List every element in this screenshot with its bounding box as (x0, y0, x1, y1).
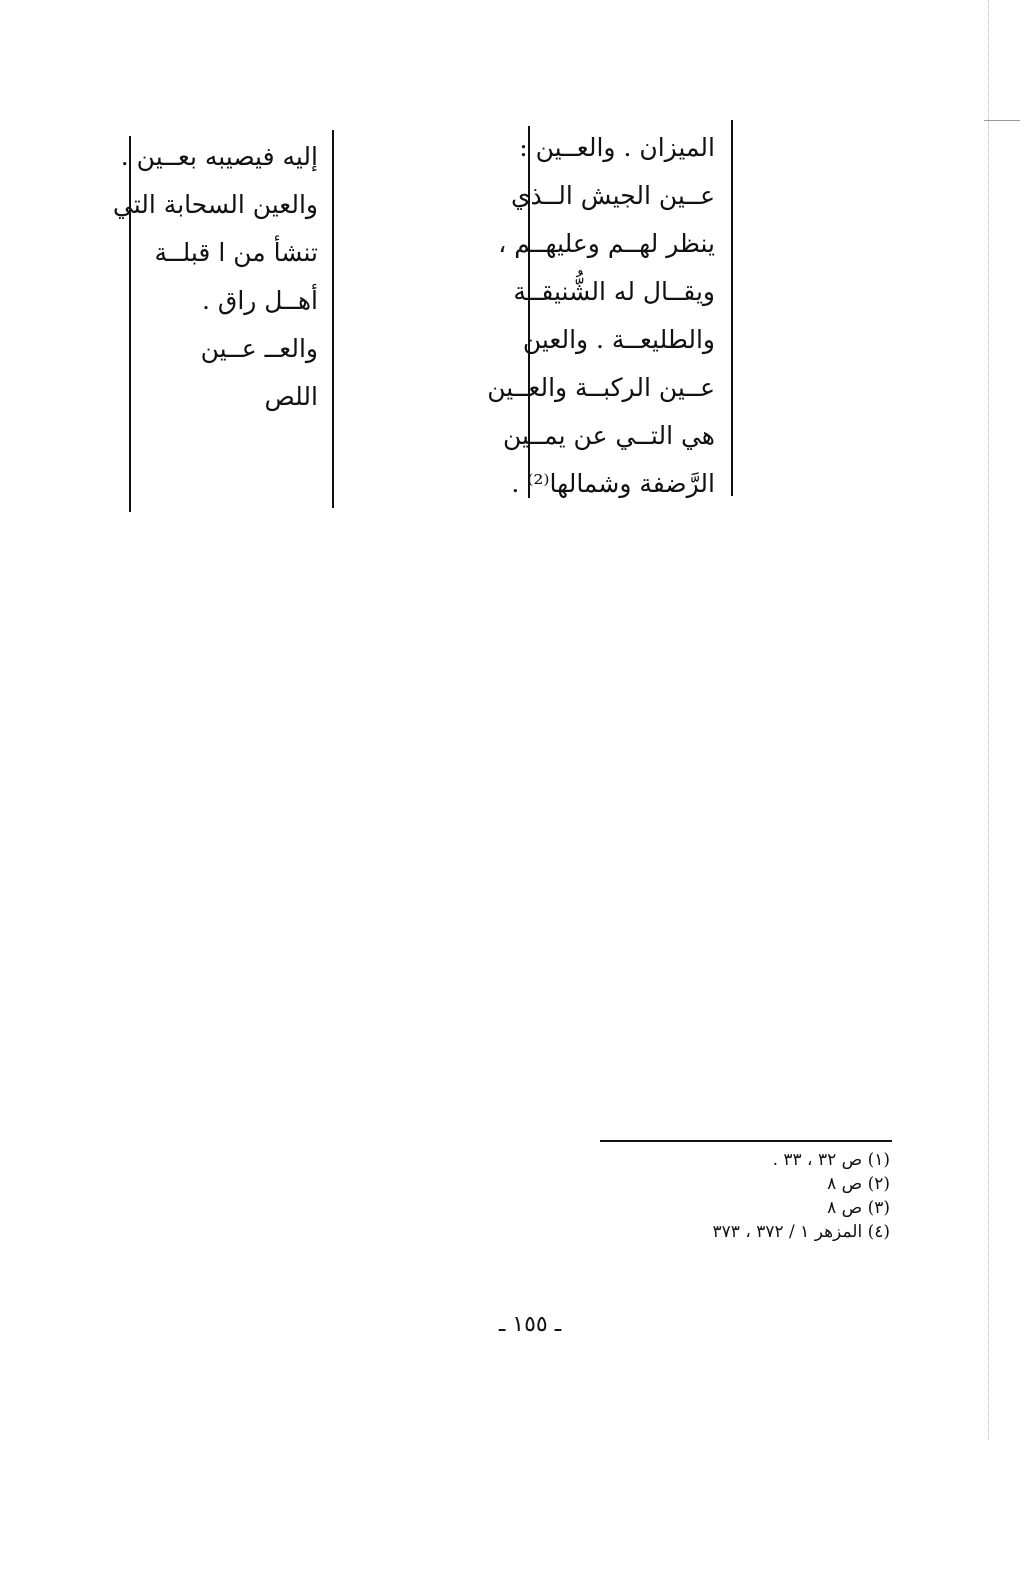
text-line: عــين الجيش الــذي (510, 181, 715, 210)
text-line: عــين الركبــة والعــين (487, 373, 715, 402)
column-left-outer-rule (332, 130, 334, 508)
page-number: ـ ١٥٥ ـ (498, 1312, 562, 1337)
text-line: الرَّضفة وشمالها⁽²⁾ . (511, 469, 715, 498)
text-line: اللص (264, 382, 318, 411)
scan-edge-line (988, 0, 989, 1440)
text-line: والعــ عــين (200, 334, 318, 363)
text-line: إليه فيصيبه بعــين . (120, 142, 318, 171)
text-line: هي التــي عن يمــين (502, 421, 715, 450)
scan-edge-tick (984, 120, 1020, 121)
footnote-item: (٣) ص ٨ (827, 1198, 890, 1218)
footnote-item: (٢) ص ٨ (827, 1174, 890, 1194)
column-left-text (112, 133, 318, 421)
text-line: ينظر لهــم وعليهــم ، (498, 229, 715, 258)
text-line: أهــل راق . (202, 286, 318, 315)
footnote-item: (١) ص ٣٢ ، ٣٣ . (772, 1150, 890, 1170)
text-line: والعين السحابة التي (112, 190, 318, 219)
text-line: ويقــال له الشُّنيقــة (513, 277, 715, 306)
footnote-item: (٤) المزهر ١ / ٣٧٢ ، ٣٧٣ (712, 1222, 890, 1242)
footnote-separator (600, 1140, 892, 1142)
text-line: الميزان . والعــين : (519, 133, 715, 162)
footnotes (600, 1148, 890, 1244)
column-right-text (487, 124, 715, 508)
text-line: تنشأ من ا قبلــة (154, 238, 318, 267)
column-right-outer-rule (731, 120, 733, 496)
text-line: والطليعــة . والعين (522, 325, 715, 354)
